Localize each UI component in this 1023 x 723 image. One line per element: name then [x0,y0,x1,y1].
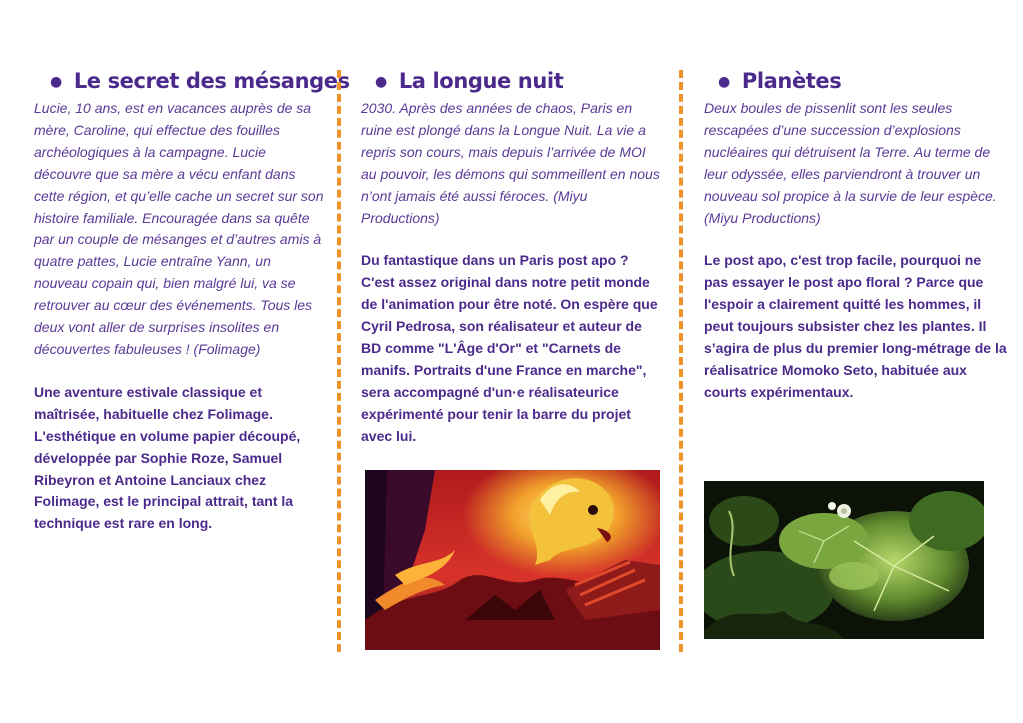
film-title [361,66,661,96]
film-review: Du fantastique dans un Paris post apo ? C'est assez original dans notre petit monde de l'animation pour être noté. On espère que Cyril Pedrosa, son réalisateur et auteur de BD comme "L'Âge d'Or" et "Carnets de manifs. Portraits d'une France en marche", sera accompagné d'un·e réalisateurice expérimenté pour tenir la barre du projet avec lui. [361,252,658,444]
bullet-icon: ● [50,74,62,90]
film-review: Une aventure estivale classique et maîtrisée, habituelle chez Folimage. L'esthétique en volume papier découpé, développée par Sophie Roze, Samuel Ribeyron et Antoine Lanciaux chez Folimage, est le principal attrait, tant la technique est rare en long. [34,383,301,532]
film-title-text: Le secret des mésanges [73,69,350,93]
film-synopsis: Deux boules de pissenlit sont les seules rescapées d’une succession d’explosions nucléaires qui détruisent la Terre. Au terme de leur odyssée, elles parviendront à trouver un nouveau sol propice à la survie de leur espèce. (Miyu Productions) [704,100,997,226]
film-column-planetes [704,66,1009,404]
film-column-secret-mesanges [34,66,350,535]
bullet-icon: ● [375,74,387,90]
column-divider [679,70,683,652]
column-divider [337,70,341,652]
bullet-icon: ● [718,74,730,90]
film-title [704,66,1009,96]
film-title-text: La longue nuit [398,69,564,93]
longue-nuit-illustration [365,470,660,650]
film-review: Le post apo, c'est trop facile, pourquoi ne pas essayer le post apo floral ? Parce que l'espoir a clairement quitté les hommes, il peut toujours subsister chez les plantes. Il s’agira de plus du premier long-métrage de la réalisatrice Momoko Seto, habituée aux courts expérimentaux. [704,252,1007,400]
planetes-illustration [704,481,984,639]
film-title-text: Planètes [741,69,842,93]
film-column-longue-nuit [361,66,661,448]
film-synopsis: 2030. Après des années de chaos, Paris en ruine est plongé dans la Longue Nuit. La vie a repris son cours, mais depuis l’arrivée de MOI au pouvoir, les démons qui sommeillent en nous n’ont jamais été aussi féroces. (Miyu Productions) [361,100,660,226]
film-title [34,66,350,96]
film-synopsis: Lucie, 10 ans, est en vacances auprès de sa mère, Caroline, qui effectue des fouilles archéologiques à la campagne. Lucie découvre que sa mère a vécu enfant dans cette région, et qu’elle cache un secret sur son histoire familiale. Encouragée dans sa quête par un couple de mésanges et d’autres amis à quatre pattes, Lucie entraîne Yann, un nouveau copain qui, bien malgré lui, va se retrouver au cœur des événements. Tous les deux vont aller de surprises insolites en découvertes fabuleuses ! (Folimage) [34,100,324,357]
